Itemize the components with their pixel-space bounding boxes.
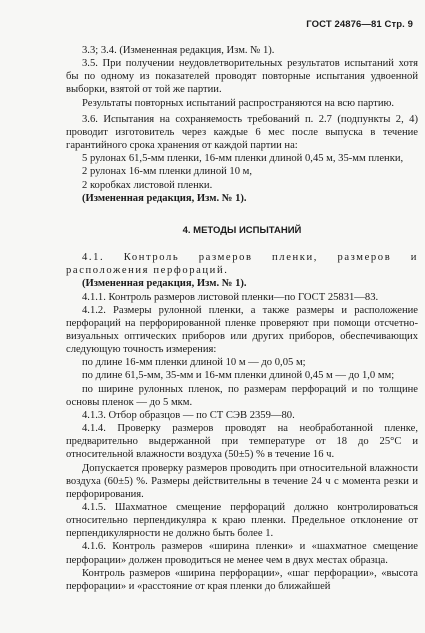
paragraph-q10: Допускается проверку размеров проводить при относительной влажности воздуха (60±5) %. Размеры действительны в течение 24 ч с момента резки и перфорирования. xyxy=(66,462,418,500)
paragraph-q13: Контроль размеров «ширина перфорации», «шаг перфорации», «высота перфорации» и «расстояние от края пленки до ближайшей xyxy=(66,567,418,592)
section-4-text xyxy=(66,251,418,593)
paragraph-p7: 2 коробках листовой пленки. xyxy=(82,179,213,191)
paragraph-q2: (Измененная редакция, Изм. № 1). xyxy=(82,278,247,290)
paragraph-p2: 3.5. При получении неудовлетворительных результатов испытаний хотя бы по одному из показателей проводят повторные испытания удвоенной выборки, взятой от той же партии. xyxy=(66,58,418,96)
paragraph-q9: 4.1.4. Проверку размеров проводят на необработанной пленке, предварительно выдержанной при температуре от 18 до 25°С и относительной влажности воздуха (50±5) % в течение 16 ч. xyxy=(66,423,418,461)
paragraph-p8: (Измененная редакция, Изм. № 1). xyxy=(82,192,247,204)
paragraph-q5: по длине 16-мм пленки длиной 10 м — до 0,05 м; xyxy=(82,357,306,369)
paragraph-q1: 4.1. Контроль размеров пленки, размеров и расположения перфораций. xyxy=(66,252,418,277)
section-3-continuation xyxy=(66,44,418,205)
paragraph-q8: 4.1.3. Отбор образцов — по СТ СЭВ 2359—80. xyxy=(82,409,295,421)
document-body xyxy=(66,44,418,593)
paragraph-q7: по ширине рулонных пленок, по размерам перфораций и по толщине основы пленок — до 5 мкм. xyxy=(66,383,418,408)
paragraph-q3: 4.1.1. Контроль размеров листовой пленки—по ГОСТ 25831—83. xyxy=(82,291,379,303)
paragraph-p5: 5 рулонах 61,5-мм пленки, 16-мм пленки длиной 0,45 м, 35-мм пленки, xyxy=(82,153,404,165)
paragraph-p6: 2 рулонах 16-мм пленки длиной 10 м, xyxy=(82,166,253,178)
paragraph-q12: 4.1.6. Контроль размеров «ширина пленки» и «шахматное смещение перфорации» должен проводиться не менее чем в двух местах образца. xyxy=(66,541,418,566)
paragraph-q11: 4.1.5. Шахматное смещение перфораций должно контролироваться относительно перпендикуляра к краю пленки. Предельное отклонение от перпендикулярности не должно быть более 1. xyxy=(66,502,418,540)
paragraph-q4: 4.1.2. Размеры рулонной пленки, а также размеры и расположение перфораций на перфорированной пленке проверяют при помощи отсчетно-визуальных оптических приборов или других приборов, обеспечивающих следующую точность измерения: xyxy=(66,304,418,356)
paragraph-q6: по длине 61,5-мм, 35-мм и 16-мм пленки длиной 0,45 м — до 1,0 мм; xyxy=(82,370,395,382)
paragraph-p4: 3.6. Испытания на сохраняемость требований п. 2.7 (подпункты 2, 4) проводит изготовитель через каждые 6 мес после выпуска в течение гарантийного срока хранения от каждой партии на: xyxy=(66,113,418,152)
section-title: 4. МЕТОДЫ ИСПЫТАНИЙ xyxy=(182,224,302,236)
paragraph-p1: 3.3; 3.4. (Измененная редакция, Изм. № 1). xyxy=(82,45,275,56)
paragraph-p3: Результаты повторных испытаний распространяются на всю партию. xyxy=(82,97,395,109)
page-header: ГОСТ 24876—81 Стр. 9 xyxy=(306,19,413,30)
